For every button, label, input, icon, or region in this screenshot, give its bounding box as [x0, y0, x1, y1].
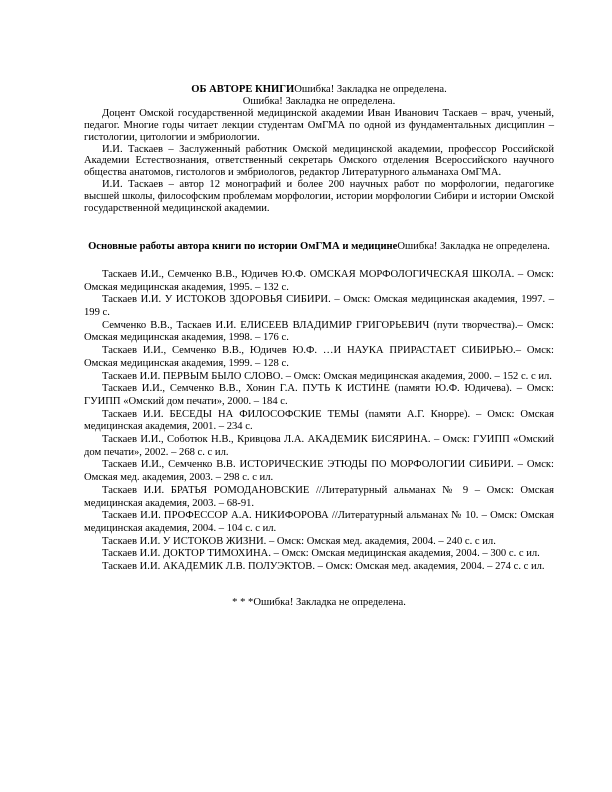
- page-content: [84, 84, 554, 609]
- about-heading: [84, 84, 554, 96]
- about-paragraph: И.И. Таскаев – Заслуженный работник Омской медицинской академии, профессор Российской Академии Естествознания, ответственный секретарь Омского отделения Всероссийского научного общества анатомов, гистологов и эмбриологов, редактор Литературного альманаха ОмГМА.: [84, 143, 554, 179]
- works-title-error: Ошибка! Закладка не определена.: [397, 240, 550, 252]
- work-item: Таскаев И.И. У ИСТОКОВ ЖИЗНИ. – Омск: Омская мед. академия, 2004. – 240 с. с ил.: [102, 535, 496, 547]
- work-item: Таскаев И.И., Семченко В.В., Юдичев Ю.Ф. ОМСКАЯ МОРФОЛОГИЧЕСКАЯ ШКОЛА. – Омск: Омская медицинская академия, 1995. – 132 с.: [84, 268, 554, 293]
- work-item: Таскаев И.И. ПЕРВЫМ БЫЛО СЛОВО. – Омск: Омская медицинская академия, 2000. – 152 с. с ил.: [102, 370, 552, 382]
- about-subtitle-error: Ошибка! Закладка не определена.: [242, 95, 396, 107]
- work-item: Таскаев И.И., Соботюк Н.В., Кривцова Л.А. АКАДЕМИК БИСЯРИНА. – Омск: ГУИПП «Омский дом печати», 2002. – 268 с. с ил.: [84, 434, 554, 458]
- work-item: Таскаев И.И. ПРОФЕССОР А.А. НИКИФОРОВА //Литературный альманах № 10. – Омск: Омская медицинская академия, 2004. – 104 с. с ил.: [84, 510, 554, 534]
- about-title-error: Ошибка! Закладка не определена.: [294, 84, 447, 95]
- work-item: Таскаев И.И. БЕСЕДЫ НА ФИЛОСОФСКИЕ ТЕМЫ (памяти А.Г. Кнорре). – Омск: Омская медицинская академия, 2001. – 234 с.: [84, 408, 554, 433]
- work-item: Таскаев И.И. БРАТЬЯ РОМОДАНОВСКИЕ //Литературный альманах № 9 – Омск: Омская медицинская академия, 2003. – 68-91.: [84, 484, 554, 509]
- works-title: Основные работы автора книги по истории ОмГМА и медицине: [88, 240, 398, 252]
- work-item: Семченко В.В., Таскаев И.И. ЕЛИСЕЕВ ВЛАДИМИР ГРИГОРЬЕВИЧ (пути творчества).– Омск: Омская медицинская академия, 1998. – 176 с.: [84, 319, 554, 344]
- works-heading: [84, 241, 554, 253]
- work-item: Таскаев И.И. У ИСТОКОВ ЗДОРОВЬЯ СИБИРИ. – Омск: Омская медицинская академия, 1997. – 199 с.: [84, 294, 554, 318]
- work-item: Таскаев И.И. ДОКТОР ТИМОХИНА. – Омск: Омская медицинская академия, 2004. – 300 с. с ил.: [102, 548, 540, 560]
- about-paragraph: И.И. Таскаев – автор 12 монографий и более 200 научных работ по морфологии, педагогике высшей школы, философским проблемам морфологии, истории морфологии Сибири и истории Омской государственной медицинской академии.: [84, 179, 554, 215]
- footer-ornament: * * *Ошибка! Закладка не определена.: [232, 596, 406, 608]
- about-paragraph: Доцент Омской государственной медицинской академии Иван Иванович Таскаев – врач, ученый, педагог. Многие годы читает лекции студентам ОмГМА по одной из фундаментальных дисциплин – гистологии, цитологии и эмбриологии.: [84, 107, 554, 143]
- works-list: [84, 269, 554, 574]
- work-item: Таскаев И.И. АКАДЕМИК Л.В. ПОЛУЭКТОВ. – Омск: Омская мед. академия, 2004. – 274 с. с ил.: [102, 561, 545, 573]
- work-item: Таскаев И.И., Семченко В.В., Хонин Г.А. ПУТЬ К ИСТИНЕ (памяти Ю.Ф. Юдичева). – Омск: ГУИПП «Омский дом печати», 2000. – 184 с.: [84, 383, 554, 407]
- work-item: Таскаев И.И., Семченко В.В. ИСТОРИЧЕСКИЕ ЭТЮДЫ ПО МОРФОЛОГИИ СИБИРИ. – Омск: Омская мед. академия, 2003. – 298 с. с ил.: [84, 459, 554, 484]
- about-title: ОБ АВТОРЕ КНИГИ: [191, 84, 295, 95]
- work-item: Таскаев И.И., Семченко В.В., Юдичев Ю.Ф. …И НАУКА ПРИРАСТАЕТ СИБИРЬЮ.– Омск: Омская медицинская академия, 1999. – 128 с.: [84, 345, 554, 369]
